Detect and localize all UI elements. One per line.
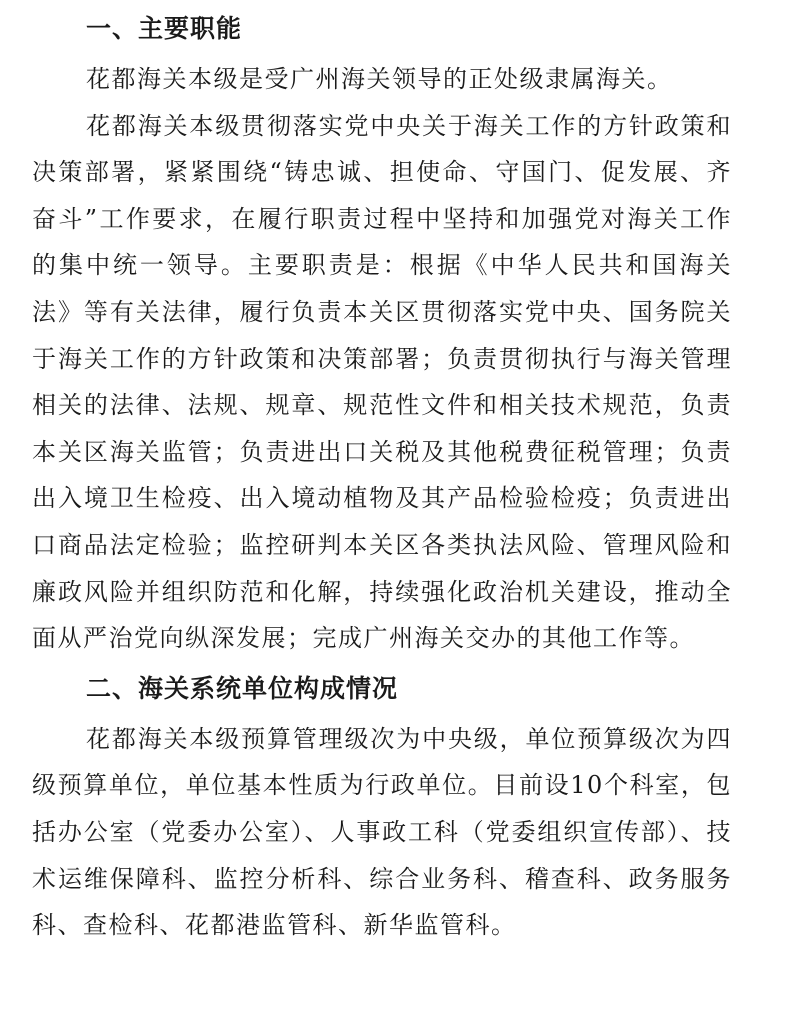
paragraph-unit-composition: 花都海关本级预算管理级次为中央级，单位预算级次为四级预算单位，单位基本性质为行政单位。目前设10个科室，包括办公室（党委办公室）、人事政工科（党委组织宣传部）、技术运维保障科、监控分析科、综合业务科、稽查科、政务服务科、查检科、花都港监管科、新华监管科。 — [32, 724, 732, 940]
document-page — [32, 0, 732, 949]
paragraph-duties: 花都海关本级贯彻落实党中央关于海关工作的方针政策和决策部署，紧紧围绕“铸忠诚、担使命、守国门、促发展、齐奋斗”工作要求，在履行职责过程中坚持和加强党对海关工作的集中统一领导。主要职责是：根据《中华人民共和国海关法》等有关法律，履行负责本关区贯彻落实党中央、国务院关于海关工作的方针政策和决策部署；负责贯彻执行与海关管理相关的法律、法规、规章、规范性文件和相关技术规范，负责本关区海关监管；负责进出口关税及其他税费征税管理；负责出入境卫生检疫、出入境动植物及其产品检验检疫；负责进出口商品法定检验；监控研判本关区各类执法风险、管理风险和廉政风险并组织防范和化解，持续强化政治机关建设，推动全面从严治党向纵深发展；完成广州海关交办的其他工作等。 — [32, 111, 732, 653]
paragraph-affiliation: 花都海关本级是受广州海关领导的正处级隶属海关。 — [86, 65, 673, 93]
section-heading-main-functions: 一、主要职能 — [86, 14, 243, 43]
section-heading-unit-composition: 二、海关系统单位构成情况 — [86, 673, 399, 703]
